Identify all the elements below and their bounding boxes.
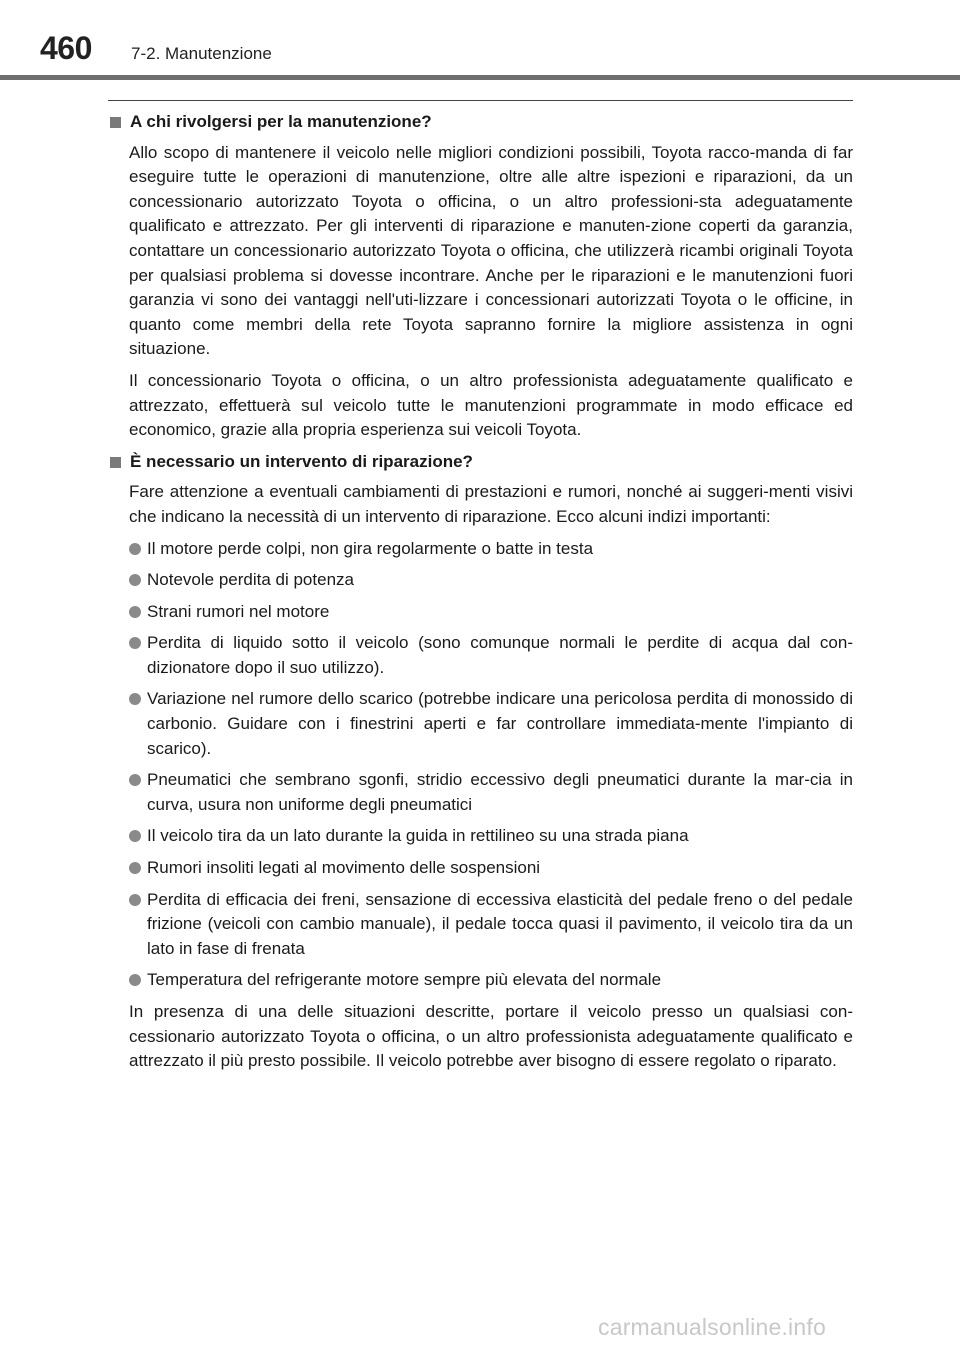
circle-bullet-icon [129,637,141,649]
page-content [108,110,853,1081]
list-item [129,888,853,962]
circle-bullet-icon [129,974,141,986]
list-item-text: Il veicolo tira da un lato durante la guida in rettilineo su una strada piana [147,826,689,846]
circle-bullet-icon [129,774,141,786]
list-item [129,824,853,849]
circle-bullet-icon [129,606,141,618]
list-item [129,968,853,993]
heading-text: A chi rivolgersi per la manutenzione? [130,112,432,131]
paragraph-intro: Fare attenzione a eventuali cambiamenti di prestazioni e rumori, nonché ai suggeri-menti visivi che indicano la necessità di un intervento di riparazione. Ecco alcuni indizi importanti: [129,482,853,526]
page-header [0,0,960,80]
page-number: 460 [40,30,92,66]
circle-bullet-icon [129,574,141,586]
list-item-text: Notevole perdita di potenza [147,570,354,590]
list-item [129,537,853,562]
list-item-text: Variazione nel rumore dello scarico (potrebbe indicare una pericolosa perdita di monossido di carbonio. Guidare con i finestrini aperti e far controllare immediata-mente l'impianto di scarico). [147,689,853,758]
list-item-text: Strani rumori nel motore [147,601,330,621]
paragraph: Allo scopo di mantenere il veicolo nelle migliori condizioni possibili, Toyota racco-manda di far eseguire tutte le operazioni di manutenzione, oltre alle altre ispezioni e riparazioni, da un concessionario autorizzato Toyota o officina, o un altro professioni-sta adeguatamente qualificato e attrezzato. Per gli interventi di riparazione e manuten-zione coperti da garanzia, contattare un concessionario autorizzato Toyota o officina, che utilizzerà ricambi originali Toyota per qualsiasi problema si dovesse incontrare. Anche per le riparazioni e le manutenzioni fuori garanzia vi sono dei vantaggi nell'uti-lizzare i concessionari autorizzati Toyota o le officine, in quanto come membri della rete Toyota sapranno fornire la migliore assistenza in ogni situazione. [129,142,853,359]
list-item [129,600,853,625]
list-item-text: Rumori insoliti legati al movimento delle sospensioni [147,858,541,878]
list-item-text: Perdita di efficacia dei freni, sensazione di eccessiva elasticità del pedale freno o del pedale frizione (veicoli con cambio manuale), il pedale tocca quasi il pavimento, il veicolo tira da un lato in fase di frenata [147,889,853,958]
list-item-text: Pneumatici che sembrano sgonfi, stridio eccessivo degli pneumatici durante la mar-cia in curva, usura non uniforme degli pneumatici [147,770,853,814]
list-item [129,568,853,593]
paragraph: Il concessionario Toyota o officina, o un altro professionista adeguatamente qualificato e attrezzato, effettuerà sul veicolo tutte le manutenzioni programmate in modo efficace ed economico, grazie alla propria esperienza sui veicoli Toyota. [129,370,853,440]
heading-text: È necessario un intervento di riparazione? [130,451,473,471]
list-item-text: Perdita di liquido sotto il veicolo (sono comunque normali le perdite di acqua dal con-dizionatore dopo il suo utilizzo). [147,633,853,677]
paragraph-closing: In presenza di una delle situazioni descritte, portare il veicolo presso un qualsiasi con-cessionario autorizzato Toyota o officina, o un altro professionista adeguatamente qualificato e attrezzato il più presto possibile. Il veicolo potrebbe aver bisogno di essere regolato o riparato. [129,1002,853,1071]
header-rule [0,75,960,80]
list-item [129,687,853,761]
section-heading-maintenance [108,110,853,135]
circle-bullet-icon [129,830,141,842]
section-heading-repair [108,450,853,475]
circle-bullet-icon [129,543,141,555]
list-item [129,856,853,881]
list-item-text: Temperatura del refrigerante motore sempre più elevata del normale [147,970,662,990]
list-item-text: Il motore perde colpi, non gira regolarmente o batte in testa [147,538,594,558]
circle-bullet-icon [129,894,141,906]
circle-bullet-icon [129,693,141,705]
circle-bullet-icon [129,862,141,874]
square-bullet-icon [110,117,121,128]
square-bullet-icon [110,457,121,468]
content-top-rule [108,100,853,101]
list-item [129,768,853,817]
section-title: 7-2. Manutenzione [131,44,272,63]
list-item [129,631,853,680]
watermark: carmanualsonline.info [598,1314,826,1340]
